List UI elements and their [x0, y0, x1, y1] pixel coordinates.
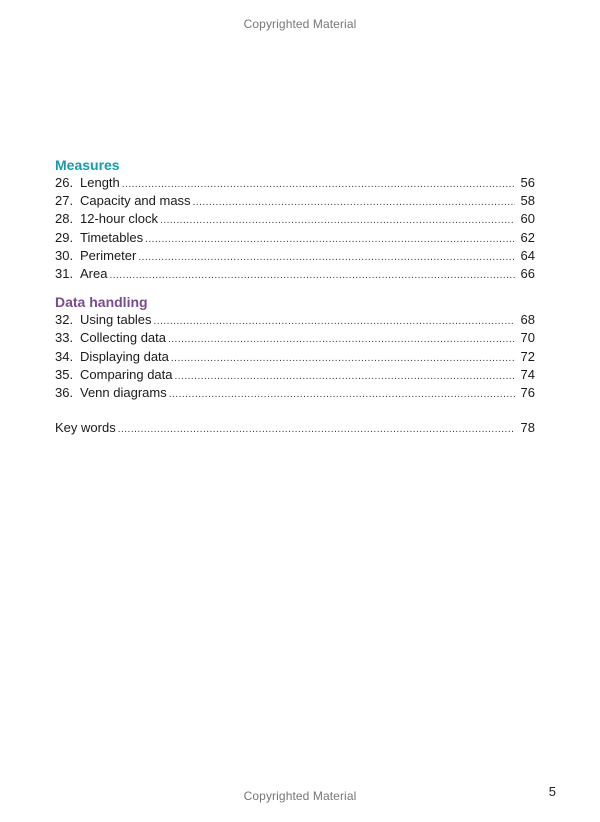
toc-entry-key-words[interactable]: [55, 419, 535, 437]
dot-leader: [118, 421, 515, 439]
entry-number: 33.: [55, 330, 74, 346]
entry-number: 36.: [55, 384, 74, 400]
section-measures-entries: [55, 174, 535, 283]
entry-title: Timetables: [80, 229, 144, 245]
entry-page: 78: [520, 420, 535, 436]
entry-page: 66: [520, 265, 535, 281]
table-of-contents: [55, 156, 535, 437]
entry-number: 35.: [55, 366, 74, 382]
section-heading-measures: Measures: [55, 157, 120, 173]
entry-number: 30.: [55, 247, 74, 263]
entry-page: 56: [520, 175, 535, 190]
toc-entry[interactable]: [55, 384, 535, 402]
entry-title: Collecting data: [80, 330, 166, 346]
entry-title: Perimeter: [80, 247, 137, 263]
entry-number: 32.: [55, 312, 74, 328]
toc-entry[interactable]: [55, 247, 535, 265]
entry-page: 62: [520, 229, 535, 245]
entry-page: 74: [520, 366, 535, 382]
toc-entry[interactable]: [55, 329, 535, 347]
entry-title: Comparing data: [80, 366, 173, 382]
entry-number: 29.: [55, 229, 74, 245]
toc-entry[interactable]: [55, 229, 535, 247]
dot-leader: [193, 194, 515, 212]
toc-entry[interactable]: [55, 348, 535, 366]
toc-entry[interactable]: [55, 174, 535, 192]
toc-entry[interactable]: [55, 366, 535, 384]
entry-number: 31.: [55, 265, 74, 281]
entry-page: 68: [520, 312, 535, 328]
entry-title: Venn diagrams: [80, 384, 167, 400]
dot-leader: [160, 212, 515, 230]
entry-number: 28.: [55, 211, 74, 227]
toc-entry[interactable]: [55, 311, 535, 329]
section-heading-data-handling: Data handling: [55, 294, 148, 311]
entry-number: 27.: [55, 193, 74, 209]
entry-title: Displaying data: [80, 348, 169, 364]
entry-page: 64: [520, 247, 535, 263]
entry-number: 26.: [55, 175, 74, 190]
entry-title: 12-hour clock: [80, 211, 159, 227]
dot-leader: [171, 350, 515, 368]
dot-leader: [168, 331, 515, 349]
dot-leader: [145, 231, 515, 249]
entry-title: Length: [80, 175, 120, 190]
toc-entry[interactable]: [55, 265, 535, 283]
dot-leader: [138, 249, 515, 267]
entry-page: 76: [520, 384, 535, 400]
entry-page: 72: [520, 348, 535, 364]
toc-entry[interactable]: [55, 192, 535, 210]
entry-title: Using tables: [80, 312, 152, 328]
dot-leader: [169, 386, 515, 404]
entry-number: 34.: [55, 348, 74, 364]
section-data-handling-entries: [55, 311, 535, 402]
toc-entry[interactable]: [55, 210, 535, 228]
entry-page: 58: [520, 193, 535, 209]
dot-leader: [109, 267, 515, 285]
entry-page: 60: [520, 211, 535, 227]
page-number: 5: [548, 784, 556, 799]
dot-leader: [154, 313, 515, 331]
copyright-watermark-top: Copyrighted Material: [243, 17, 357, 31]
copyright-watermark-bottom: Copyrighted Material: [243, 789, 357, 803]
entry-title: Area: [80, 265, 108, 281]
entry-title: Key words: [55, 420, 116, 436]
dot-leader: [175, 368, 516, 386]
entry-page: 70: [520, 330, 535, 346]
entry-title: Capacity and mass: [80, 193, 191, 209]
